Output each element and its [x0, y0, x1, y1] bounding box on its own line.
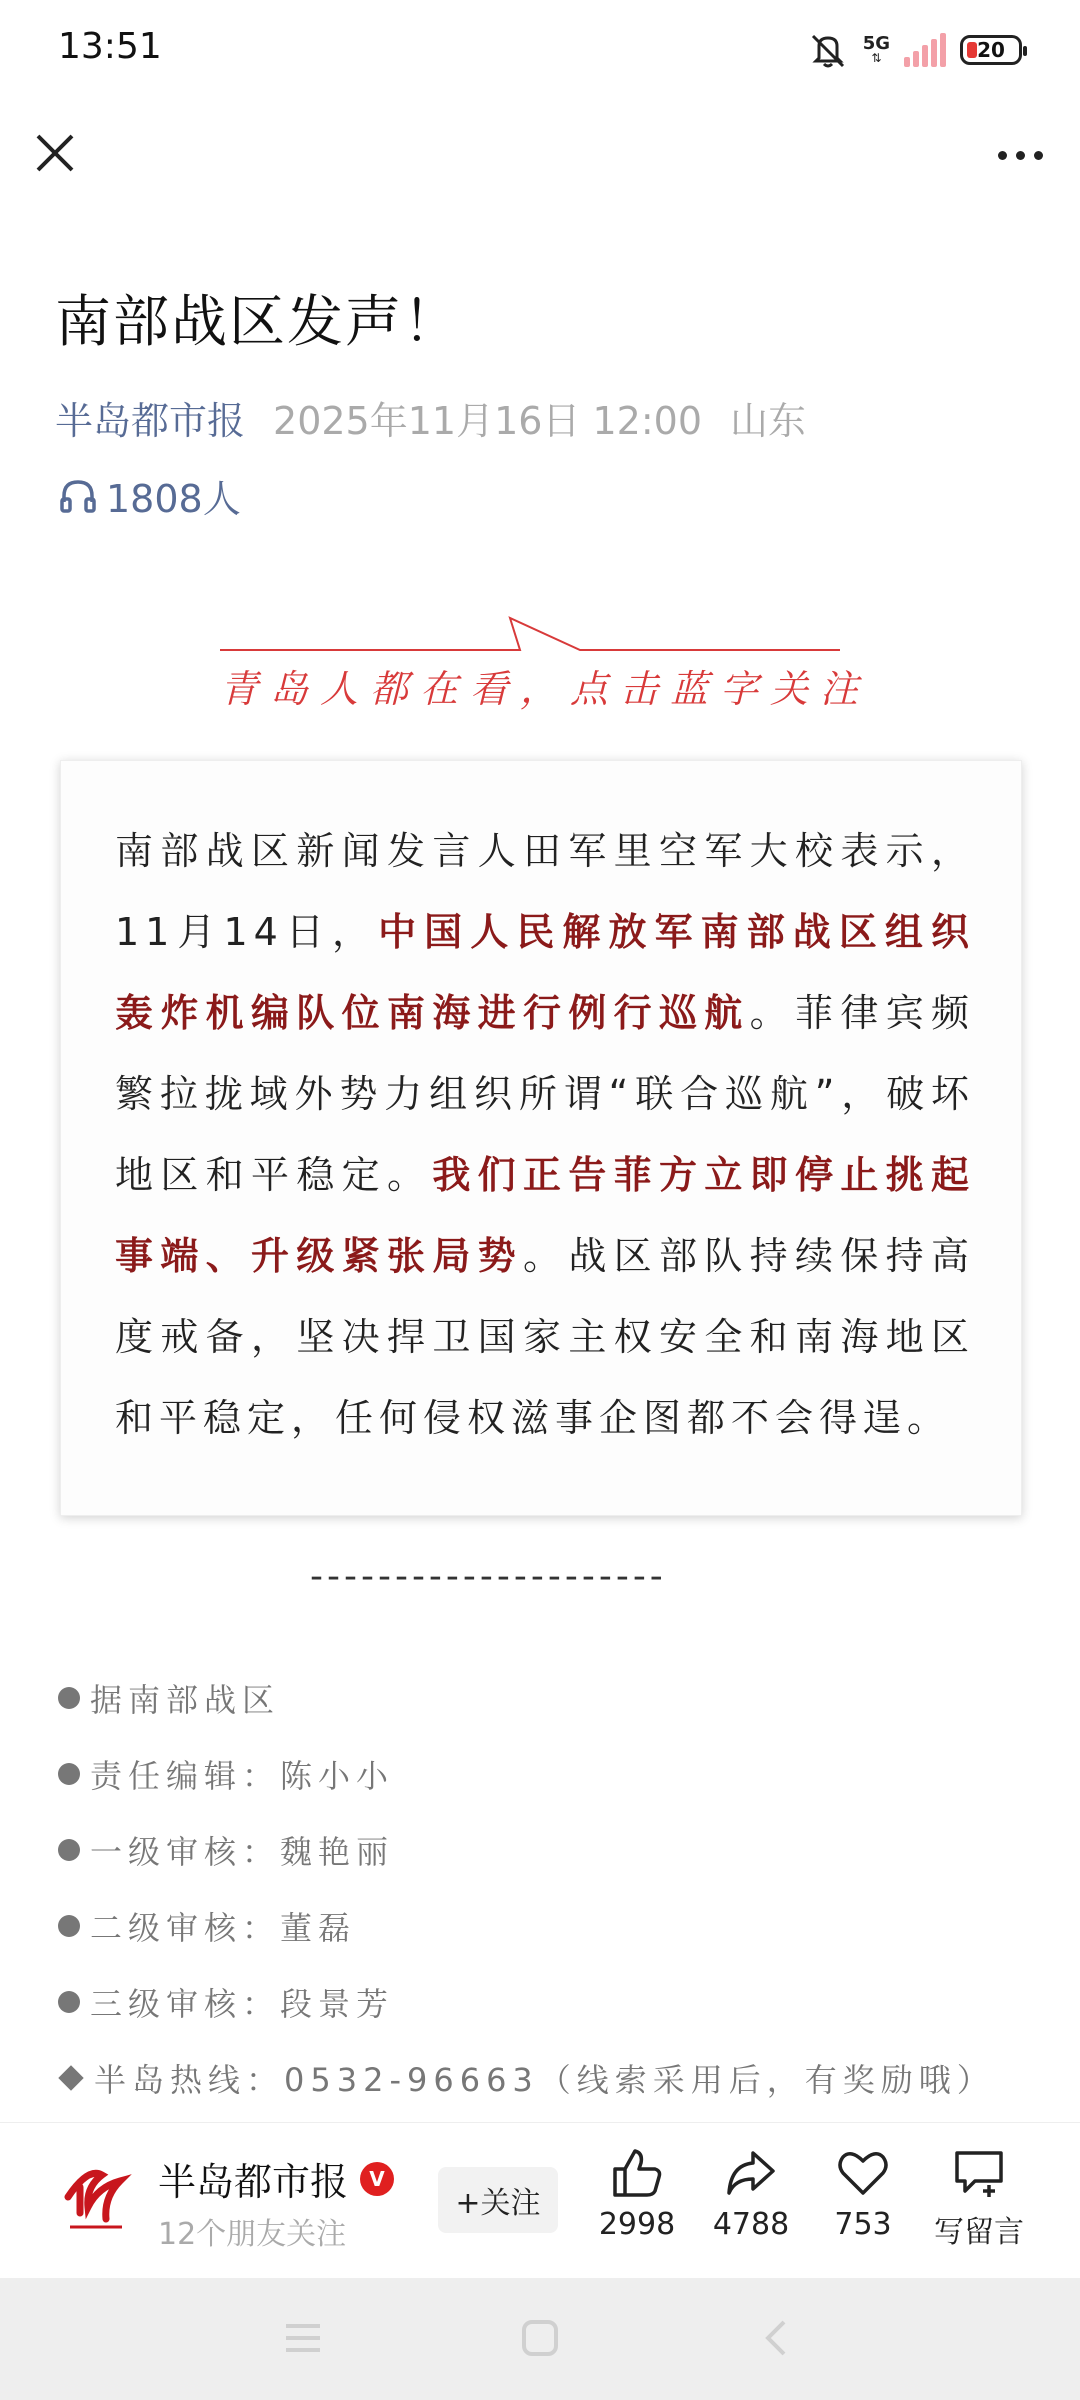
- article-title: 南部战区发声！: [55, 290, 461, 355]
- credit-review-1: 一级审核：魏艳丽: [90, 1833, 395, 1871]
- body-text: 南部战区新闻发言人田军里空军大校表示，11月14日，: [115, 829, 975, 954]
- credit-editor: 责任编辑：陈小小: [90, 1757, 395, 1795]
- share-arrow-icon: [723, 2145, 779, 2199]
- credit-item: [58, 1964, 1038, 2040]
- credit-review-2: 二级审核：董磊: [90, 1909, 357, 1947]
- battery-icon: [960, 35, 1022, 65]
- follow-banner[interactable]: [200, 610, 880, 710]
- close-button[interactable]: [30, 128, 80, 178]
- back-icon: [756, 2318, 796, 2358]
- listener-count: 1808人: [106, 477, 241, 521]
- signal-icon: [904, 33, 946, 67]
- status-time: 13:51: [58, 26, 162, 67]
- credit-item: [58, 1736, 1038, 1812]
- banner-text: 青岛人都在看，点击蓝字关注: [220, 667, 871, 711]
- favorite-count: 753: [834, 2207, 892, 2242]
- body-text: 。战区部队持续保持高度戒备，坚决捍卫国家主权安全和南海地区和平稳定，任何侵权滋事企图都不会得逞。: [115, 1234, 975, 1440]
- mute-icon: [807, 30, 849, 70]
- system-nav-bar: [0, 2278, 1080, 2400]
- share-count: 4788: [712, 2207, 790, 2242]
- share-button[interactable]: [696, 2145, 806, 2242]
- bullet-icon: [58, 1687, 80, 1709]
- more-dot-icon: [1034, 151, 1043, 160]
- home-square-icon: [518, 2318, 562, 2358]
- credit-item: [58, 2040, 1038, 2116]
- verified-badge: V: [360, 2162, 394, 2196]
- credit-source: 据南部战区: [90, 1681, 281, 1719]
- credit-review-3: 三级审核：段景芳: [90, 1985, 395, 2023]
- account-logo[interactable]: [58, 2157, 134, 2233]
- battery-level: 20: [977, 38, 1005, 62]
- favorite-button[interactable]: [808, 2145, 918, 2242]
- body-highlight: 中国人民解放军南部战区组织轰炸机编队位南海进行例行巡航: [115, 910, 975, 1035]
- newspaper-logo-icon: [58, 2157, 134, 2233]
- bullet-icon: [58, 1839, 80, 1861]
- account-name: 半岛都市报: [158, 2160, 349, 2204]
- account-name-row[interactable]: [158, 2151, 394, 2206]
- friends-following: 12个朋友关注: [158, 2217, 347, 2252]
- write-comment-label: 写留言: [934, 2215, 1024, 2250]
- article-meta: [55, 390, 806, 445]
- source-link[interactable]: 半岛都市报: [55, 399, 246, 443]
- menu-nav-button[interactable]: [280, 2318, 326, 2362]
- close-icon: [30, 128, 80, 178]
- more-options-button[interactable]: [990, 140, 1050, 170]
- comment-add-icon: [951, 2145, 1007, 2199]
- credit-item: [58, 1888, 1038, 1964]
- like-count: 2998: [598, 2207, 676, 2242]
- publish-location: 山东: [730, 399, 807, 443]
- news-body: [115, 811, 975, 1459]
- follow-button[interactable]: +关注: [438, 2167, 558, 2233]
- more-dot-icon: [998, 151, 1007, 160]
- listen-button[interactable]: [58, 468, 241, 523]
- bullet-icon: [58, 1763, 80, 1785]
- heart-icon: [835, 2145, 891, 2199]
- credit-item: [58, 1660, 1038, 1736]
- credits-list: [58, 1660, 1038, 2116]
- bullet-icon: [58, 1991, 80, 2013]
- status-icons: [807, 28, 1022, 72]
- home-nav-button[interactable]: [518, 2318, 562, 2362]
- thumbs-up-icon: [609, 2145, 665, 2199]
- credit-item: [58, 1812, 1038, 1888]
- section-divider: ---------------------: [310, 1556, 667, 1597]
- menu-icon: [280, 2318, 326, 2358]
- back-nav-button[interactable]: [756, 2318, 796, 2362]
- body-text: 。菲律宾频繁拉拢域外势力组织所谓“联合巡航”，破坏地区和平稳定。: [115, 991, 975, 1197]
- publish-date: 2025年11月16日 12:00: [273, 399, 703, 443]
- body-highlight: 我们正告菲方立即停止挑起事端、升级紧张局势: [115, 1153, 975, 1278]
- bottom-action-bar: [0, 2122, 1080, 2278]
- credit-hotline: 半岛热线：0532-96663（线索采用后，有奖励哦）: [94, 2061, 995, 2099]
- banner-arrow-icon: [200, 610, 880, 660]
- write-comment-button[interactable]: [924, 2145, 1034, 2251]
- diamond-icon: [58, 2065, 83, 2090]
- like-button[interactable]: [582, 2145, 692, 2242]
- bullet-icon: [58, 1915, 80, 1937]
- news-quote-box: [60, 760, 1022, 1516]
- status-bar: [0, 0, 1080, 100]
- headphones-icon: [58, 476, 98, 516]
- more-dot-icon: [1016, 151, 1025, 160]
- network-5g-icon: 5G ⇅: [862, 33, 890, 65]
